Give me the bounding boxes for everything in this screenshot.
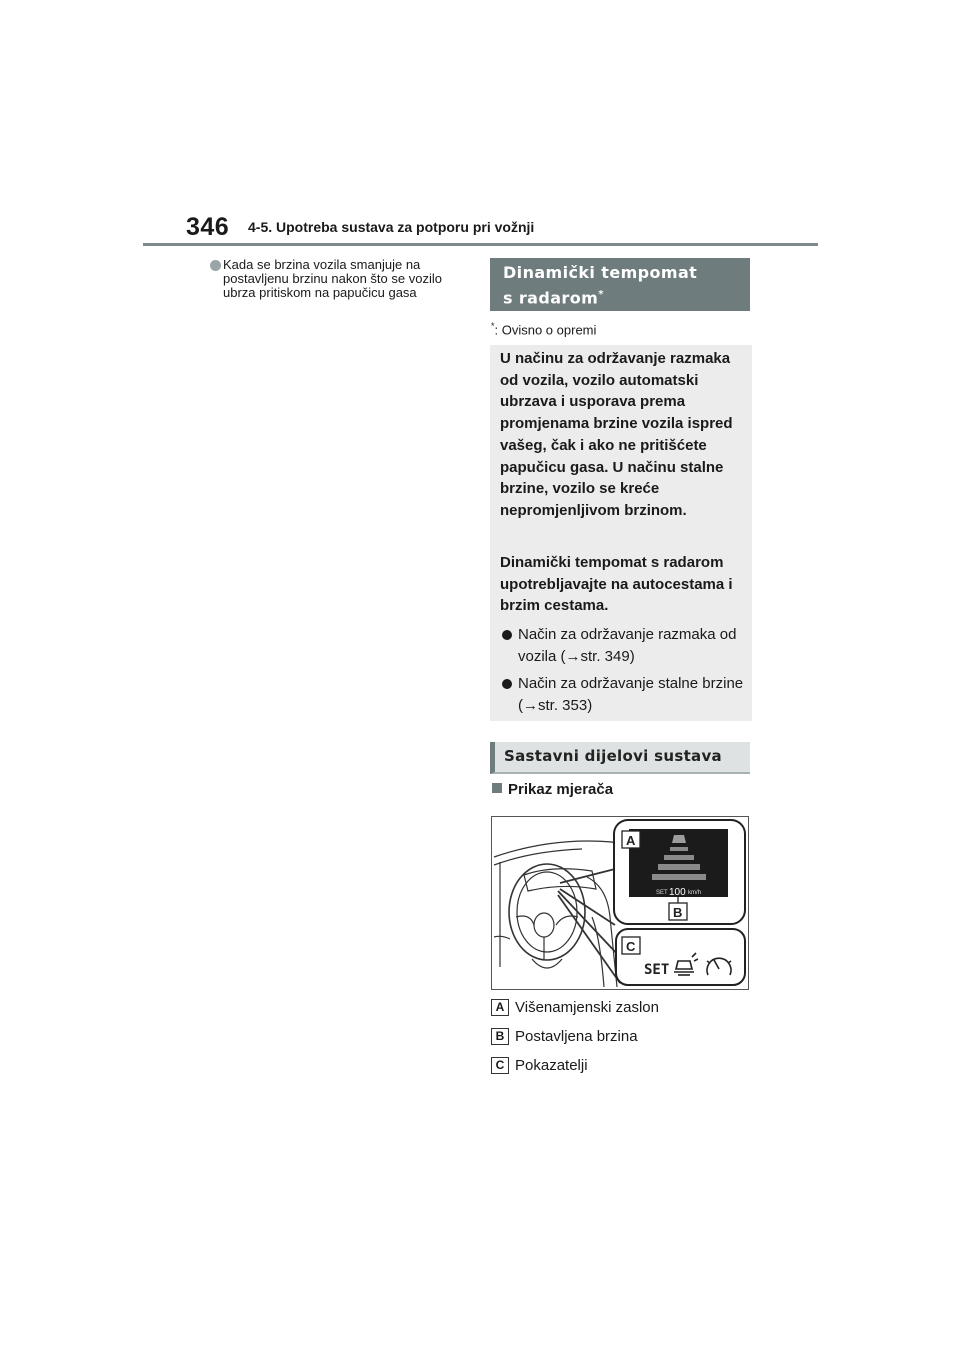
info-box — [490, 345, 752, 721]
list-item-text: Način za održavanje razmaka od vozila (→str. 349) — [518, 626, 737, 665]
dashboard-illustration — [491, 816, 749, 990]
display-speed: 100 — [669, 887, 686, 898]
section-title-line1: Dinamički tempomat — [503, 263, 698, 282]
section-title: Sastavni dijelovi sustava — [504, 747, 722, 765]
legend-text: Višenamjenski zaslon — [515, 999, 659, 1016]
list-item-text: Način za održavanje stalne brzine (→str. 353) — [518, 675, 744, 714]
legend-item-a — [491, 999, 659, 1016]
legend-key: A — [491, 999, 509, 1016]
list-item — [210, 258, 450, 300]
list-item-text: Kada se brzina vozila smanjuje na postavljenu brzinu nakon što se vozilo ubrza pritiskom na papučicu gasa — [223, 257, 442, 300]
bullet-icon — [502, 630, 512, 640]
subsection-heading — [492, 781, 613, 798]
legend-item-c — [491, 1057, 588, 1074]
label-c: C — [626, 939, 636, 954]
footnote-mark: * — [491, 321, 495, 331]
section-heading — [490, 742, 750, 774]
legend-item-b — [491, 1028, 638, 1045]
chapter-title: 4-5. Upotreba sustava za potporu pri vožnji — [248, 219, 535, 235]
dashboard-drawing — [492, 817, 748, 989]
label-a: A — [626, 833, 636, 848]
set-indicator: SET — [644, 962, 670, 978]
section-title-line2: s radarom — [503, 288, 599, 308]
footnote-text: : Ovisno o opremi — [494, 322, 597, 338]
list-item — [500, 673, 748, 716]
footnote — [491, 321, 596, 337]
legend-key: B — [491, 1028, 509, 1045]
page-number: 346 — [186, 213, 230, 241]
display-unit: km/h — [688, 890, 702, 896]
list-item — [500, 624, 748, 667]
info-paragraph-2: Dinamički tempomat s radarom upotrebljavajte na autocestama i brzim cestama. — [500, 554, 733, 615]
legend-key: C — [491, 1057, 509, 1074]
bullet-icon — [502, 679, 512, 689]
header-divider — [143, 243, 818, 246]
label-b: B — [673, 905, 683, 920]
square-bullet-icon — [492, 783, 502, 793]
display-set-label: SET — [656, 890, 668, 896]
legend-text: Pokazatelji — [515, 1057, 588, 1074]
info-paragraph-1: U načinu za održavanje razmaka od vozila, vozilo automatski ubrzava i usporava prema promjenama brzine vozila ispred vašeg, čak i ako ne pritišćete papučicu gasa. U načinu stalne brzine, vozilo se kreće nepromjenljivom brzinom. — [500, 350, 733, 519]
subsection-title: Prikaz mjerača — [508, 781, 614, 798]
bullet-icon — [210, 260, 221, 271]
asterisk-mark: * — [598, 289, 604, 300]
section-heading — [490, 258, 750, 311]
legend-text: Postavljena brzina — [515, 1028, 638, 1045]
